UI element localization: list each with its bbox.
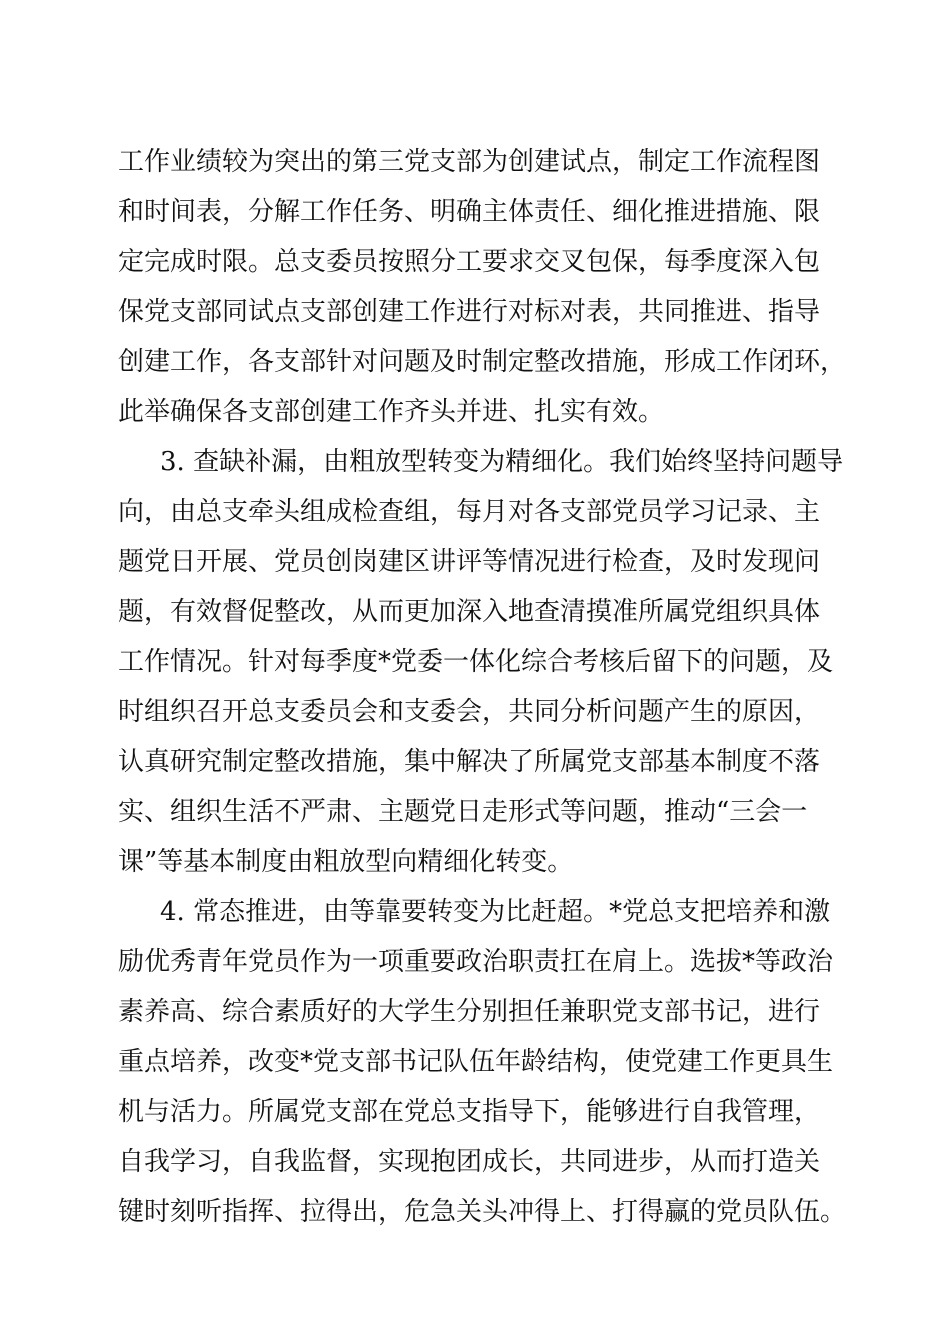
paragraph-1-line-3: 定完成时限。总支委员按照分工要求交叉包保，每季度深入包	[118, 247, 821, 277]
paragraph-3-line-1: 4. 常态推进，由等靠要转变为比赶超。*党总支把培养和激	[160, 897, 831, 927]
paragraph-1-line-4: 保党支部同试点支部创建工作进行对标对表，共同推进、指导	[118, 297, 821, 327]
paragraph-3-line-4: 重点培养，改变*党支部书记队伍年龄结构，使党建工作更具生	[118, 1047, 834, 1077]
paragraph-2-line-8: 实、组织生活不严肃、主题党日走形式等问题，推动“三会一	[118, 797, 808, 827]
paragraph-3-line-6: 自我学习，自我监督，实现抱团成长，共同进步，从而打造关	[118, 1147, 821, 1177]
paragraph-2-line-3: 题党日开展、党员创岗建区讲评等情况进行检查，及时发现问	[118, 547, 821, 577]
paragraph-2-line-7: 认真研究制定整改措施，集中解决了所属党支部基本制度不落	[118, 747, 821, 777]
paragraph-1-line-6: 此举确保各支部创建工作齐头并进、扎实有效。	[118, 397, 665, 427]
paragraph-3-line-3: 素养高、综合素质好的大学生分别担任兼职党支部书记，进行	[118, 997, 821, 1027]
paragraph-1-line-2: 和时间表，分解工作任务、明确主体责任、细化推进措施、限	[118, 197, 821, 227]
paragraph-2-line-5: 工作情况。针对每季度*党委一体化综合考核后留下的问题，及	[118, 647, 834, 677]
paragraph-1-line-1: 工作业绩较为突出的第三党支部为创建试点，制定工作流程图	[118, 147, 821, 177]
paragraph-2-line-6: 时组织召开总支委员会和支委会，共同分析问题产生的原因，	[118, 697, 821, 727]
paragraph-2-line-2: 向，由总支牵头组成检查组，每月对各支部党员学习记录、主	[118, 497, 821, 527]
paragraph-3-line-7: 键时刻听指挥、拉得出，危急关头冲得上、打得赢的党员队伍。	[118, 1197, 847, 1227]
paragraph-3-line-5: 机与活力。所属党支部在党总支指导下，能够进行自我管理，	[118, 1097, 821, 1127]
paragraph-2-line-4: 题，有效督促整改，从而更加深入地查清摸准所属党组织具体	[118, 597, 821, 627]
paragraph-2-line-1: 3. 查缺补漏，由粗放型转变为精细化。我们始终坚持问题导	[160, 447, 844, 477]
paragraph-1-line-5: 创建工作，各支部针对问题及时制定整改措施，形成工作闭环，	[118, 347, 847, 377]
paragraph-2-line-9: 课”等基本制度由粗放型向精细化转变。	[118, 847, 574, 877]
paragraph-3-line-2: 励优秀青年党员作为一项重要政治职责扛在肩上。选拔*等政治	[118, 947, 834, 977]
